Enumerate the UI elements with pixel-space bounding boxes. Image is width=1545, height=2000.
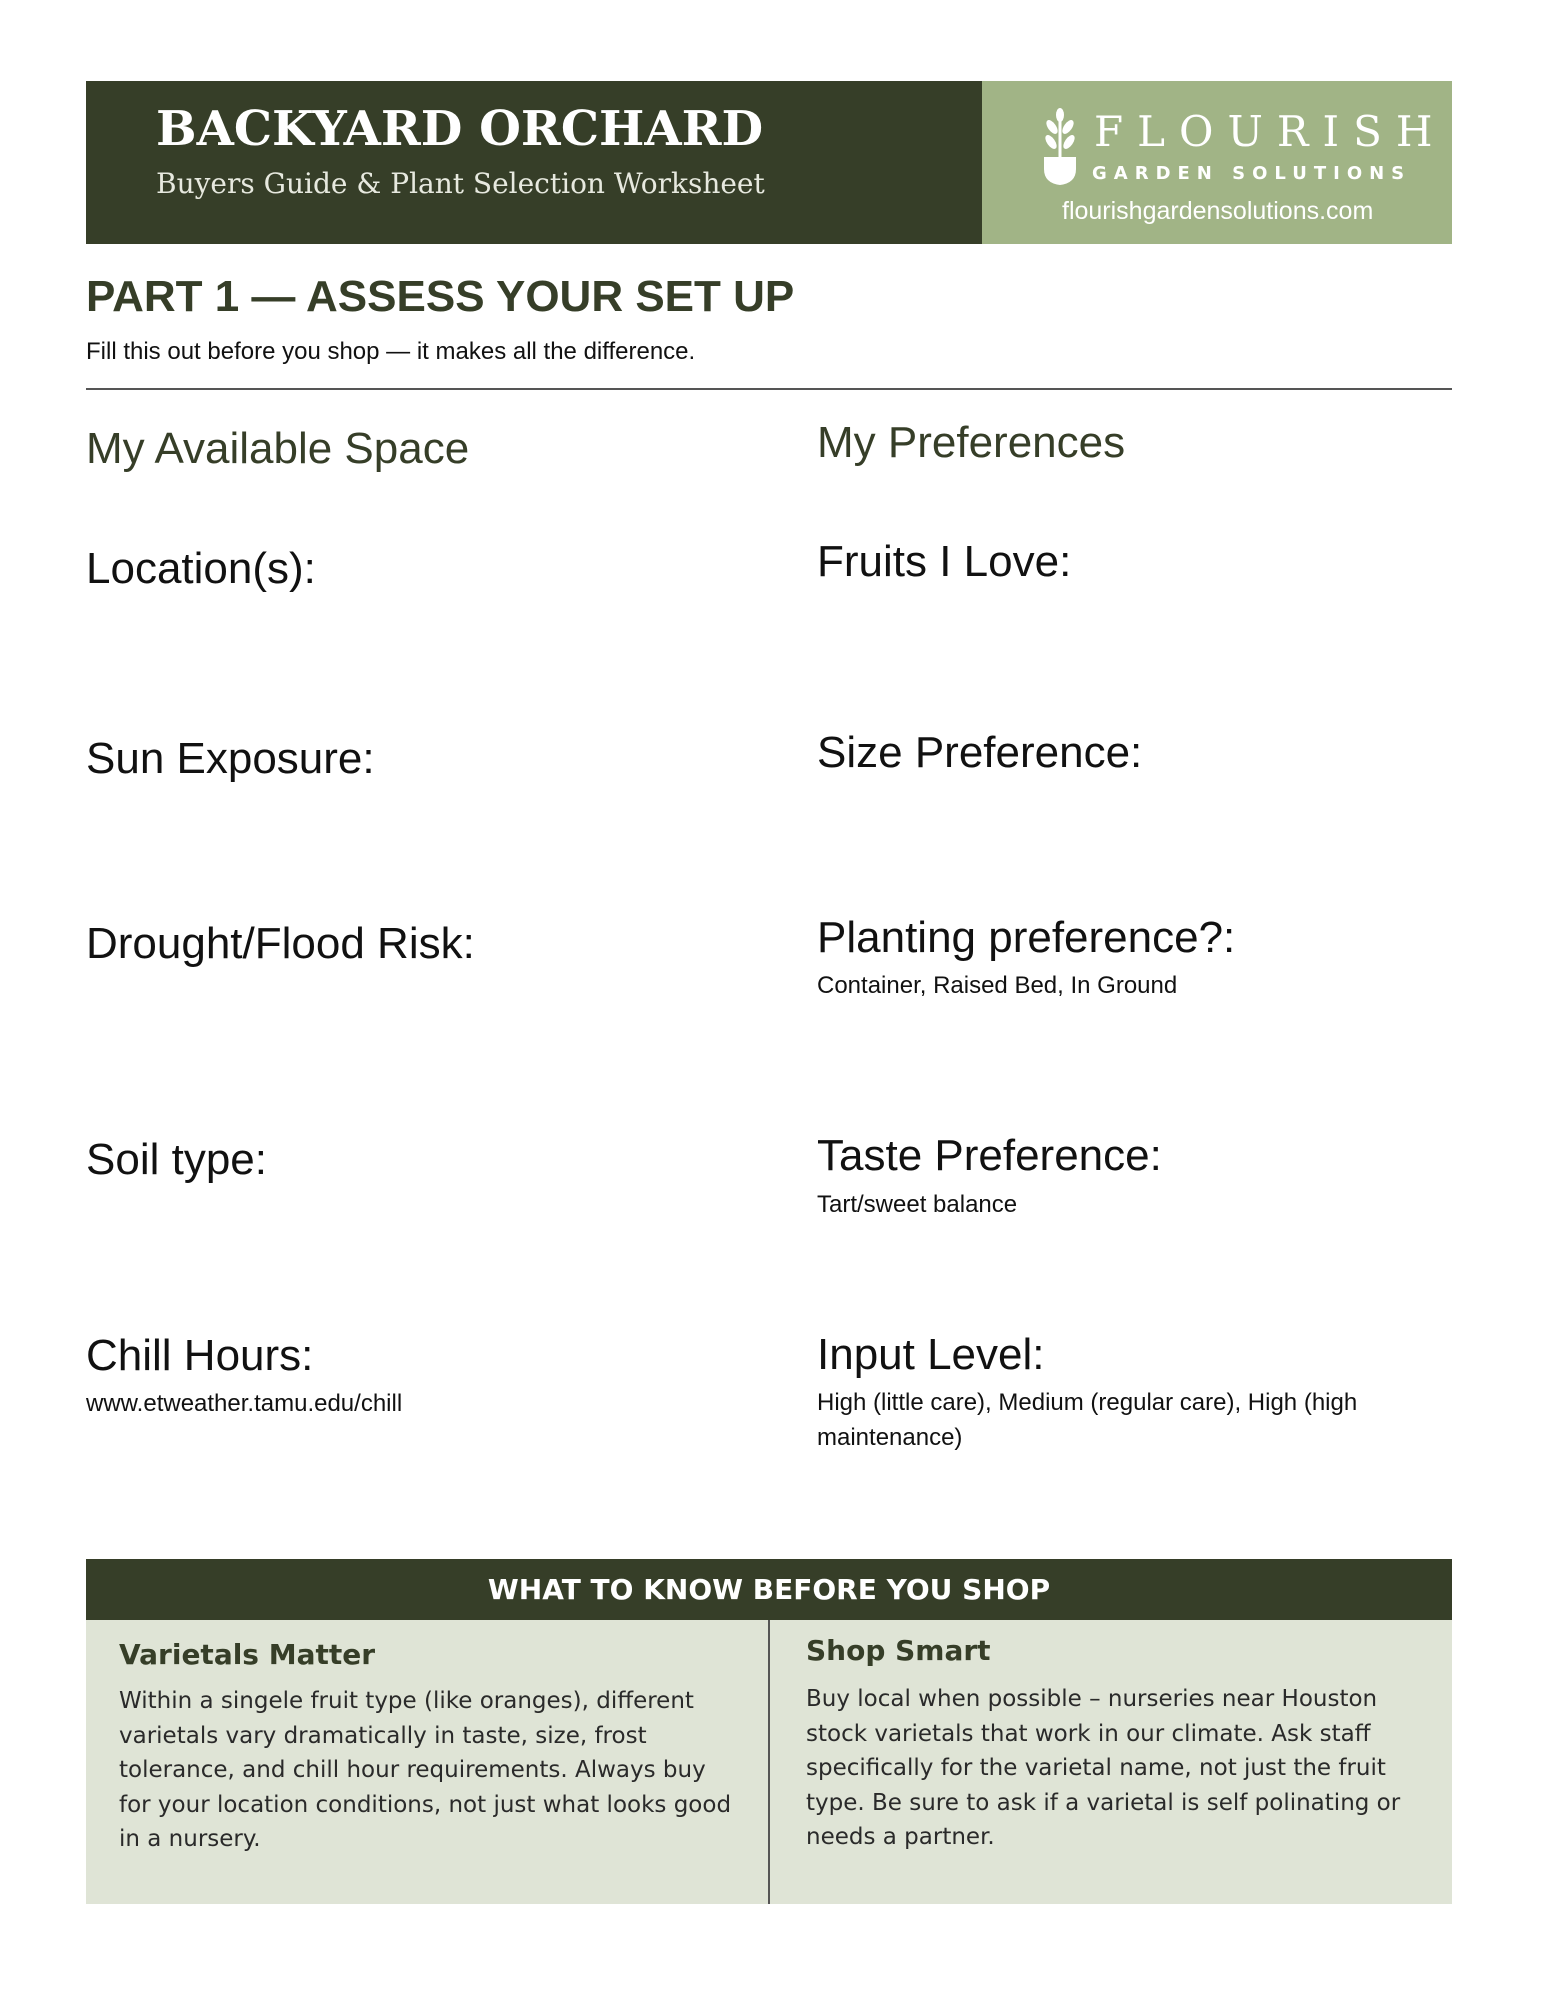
- shopping-tips-box: [86, 1559, 1452, 1904]
- taste-preference-field-label: Taste Preference:: [817, 1131, 1162, 1180]
- fruits-field-label: Fruits I Love:: [817, 537, 1072, 586]
- shop-smart-body: Buy local when possible – nurseries near Houston stock varietals that work in our climate. Ask staff specifically for the varietal name, not just the fruit type. Be sure to ask if a varietal is self polinating or needs a partner.: [806, 1686, 1401, 1850]
- taste-preference-hint: Tart/sweet balance: [817, 1191, 1018, 1218]
- planting-preference-field-label: Planting preference?:: [817, 913, 1236, 962]
- varietals-matter-title: Varietals Matter: [119, 1638, 376, 1671]
- size-preference-field-label: Size Preference:: [817, 728, 1143, 777]
- document-subtitle: Buyers Guide & Plant Selection Worksheet: [156, 167, 765, 200]
- soil-type-field-label: Soil type:: [86, 1135, 267, 1184]
- brand-tagline: GARDEN SOLUTIONS: [1092, 163, 1412, 184]
- input-level-hint: High (little care), Medium (regular care), High (high maintenance): [817, 1389, 1358, 1451]
- tips-column-divider: [768, 1620, 770, 1904]
- varietals-matter-body: Within a singele fruit type (like oranges), different varietals vary dramatically in taste, size, frost tolerance, and chill hour requirements. Always buy for your location conditions, not just what looks good in a nursery.: [119, 1688, 732, 1852]
- part-title: PART 1 — ASSESS YOUR SET UP: [86, 272, 795, 321]
- sun-exposure-field-label: Sun Exposure:: [86, 734, 375, 783]
- shopping-tips-title: WHAT TO KNOW BEFORE YOU SHOP: [487, 1573, 1051, 1606]
- brand-url: flourishgardensolutions.com: [1062, 197, 1374, 225]
- input-level-field-label: Input Level:: [817, 1330, 1045, 1379]
- document-title: BACKYARD ORCHARD: [156, 101, 764, 157]
- shopping-tips-header: [86, 1559, 1452, 1620]
- planting-preference-hint: Container, Raised Bed, In Ground: [817, 972, 1178, 999]
- part-subtitle: Fill this out before you shop — it makes all the difference.: [86, 338, 696, 365]
- location-field-label: Location(s):: [86, 544, 316, 593]
- chill-hours-field-label: Chill Hours:: [86, 1331, 314, 1380]
- brand-name: FLOURISH: [1094, 107, 1447, 156]
- preferences-heading: My Preferences: [817, 418, 1126, 467]
- plant-sprout-icon: [1040, 107, 1080, 187]
- section-divider: [86, 388, 1452, 390]
- header-banner: [86, 81, 982, 244]
- brand-panel: [982, 81, 1452, 244]
- shop-smart-title: Shop Smart: [806, 1634, 991, 1667]
- available-space-heading: My Available Space: [86, 424, 470, 473]
- chill-hours-hint: www.etweather.tamu.edu/chill: [86, 1390, 403, 1417]
- drought-flood-field-label: Drought/Flood Risk:: [86, 919, 475, 968]
